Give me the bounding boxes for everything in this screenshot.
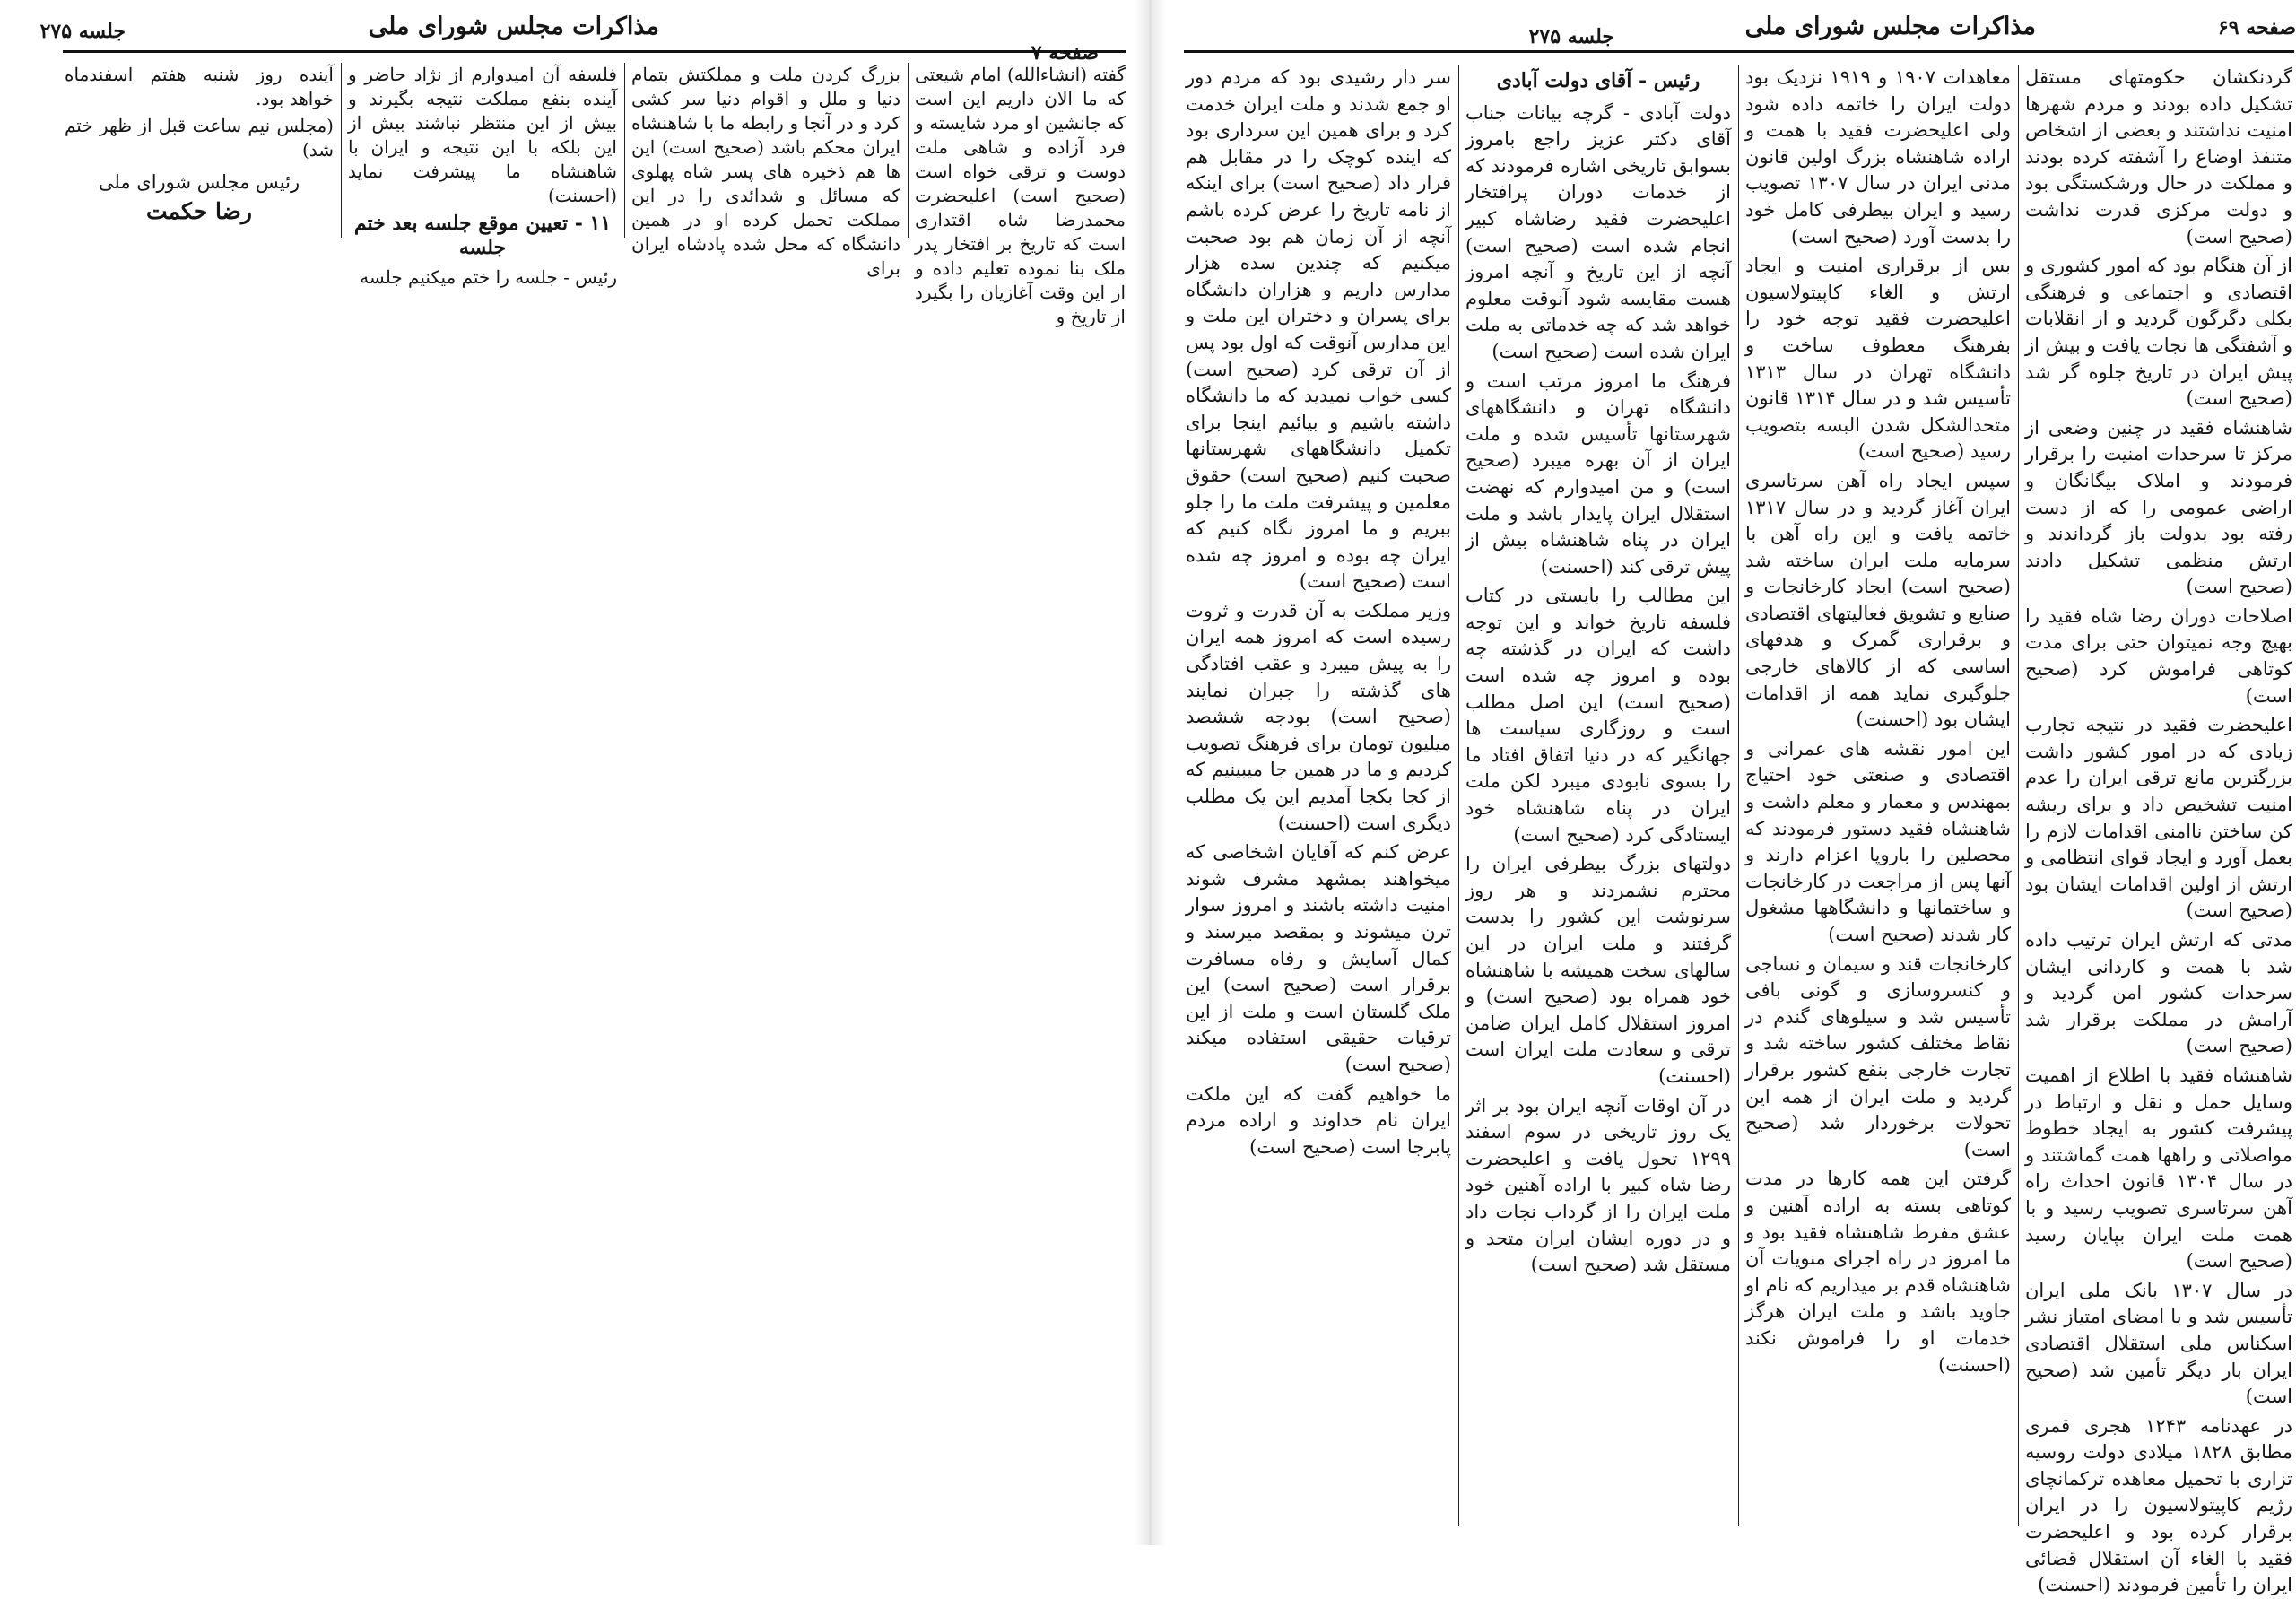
paragraph: اصلاحات دوران رضا شاه فقید را بهیچ وجه نمیتوان حتی برای مدت کوتاهی فراموش کرد (صحیح است) — [2025, 604, 2292, 707]
column-divider — [1738, 65, 1739, 1526]
paragraph: آینده روز شنبه هفتم اسفندماه خواهد بود. — [65, 64, 334, 109]
running-title: مذاکرات مجلس شورای ملی — [1744, 13, 2036, 40]
column-divider — [2018, 65, 2019, 1526]
page-number: صفحه ۶۹ — [2217, 16, 2296, 39]
paragraph: فلسفه آن امیدوارم از نژاد حاضر و آینده بنفع مملکت نتیجه بگیرند و بیش از این منتظر نباشند بیش از این بلکه با این نتیجه و ایران با شاهنشاه ما پیشرفت نماید (احسنت) — [348, 64, 617, 206]
text-column-4 — [915, 63, 1126, 327]
left-page — [0, 0, 1135, 1545]
paragraph: گردنکشان حکومتهای مستقل تشکیل داده بودند و مردم شهرها امنیت نداشتند و بعضی از اشخاص متنفذ اوضاع را آشفته کرده بودند و مملکت در حال ورشکستگی بود و دولت مرکزی قدرت نداشت (صحیح است) — [2025, 66, 2292, 248]
header-rule — [1184, 50, 2294, 53]
right-page — [1166, 0, 2296, 1596]
page-number: صفحه ۷ — [1031, 41, 1099, 65]
president-signature — [65, 166, 334, 230]
paragraph: کارخانجات قند و سیمان و نساجی و کنسروسازی و گونی بافی تأسیس شد و سیلوهای گندم در نقاط مختلف کشور ساخته شد و تجارت خارجی بنفع کشور برقرار گردید و ملت ایران از همه این تحولات برخوردار شد (صحیح است) — [1745, 952, 2011, 1160]
paragraph: شاهنشاه فقید در چنین وضعی از مرکز تا سرحدات امنیت را برقرار فرمودند و املاک بیگانگان و اراضی عمومی را که از دست رفته بود بدولت باز گرداندند و ارتش منظمی تشکیل دادند (صحیح است) — [2025, 416, 2292, 598]
paragraph: دولت آبادی - گرچه بیانات جناب آقای دکتر عزیز راجع بامروز بسوابق تاریخی اشاره فرمودند که از خدمات دوران پرافتخار اعلیحضرت فقید رضاشاه کبیر انجام شده است (صحیح است) آنچه از این تاریخ و آنچه امروز هست مقایسه شود آنوقت معلوم خواهد شد که چه خدماتی به ملت ایران شده است (صحیح است) — [1465, 101, 1731, 362]
paragraph: این امور نقشه های عمرانی و اقتصادی و صنعتی خود احتیاج بمهندس و معمار و معلم داشت و شاهنشاه فقید دستور فرمودند که محصلین را باروپا اعزام دارند و آنها پس از مراجعت در کارخانجات و ساختمانها و دانشگاهها مشغول کار شدند (صحیح است) — [1745, 737, 2011, 945]
paragraph: عرض کنم که آقایان اشخاصی که میخواهند بمشهد مشرف شوند امنیت داشته باشند و امروز سوار ترن میشوند و بمقصد میرسند و کمال آسایش و رفاه مسافرت برقرار است (صحیح است) این ملک گلستان است و ملت از این ترقیات حقیقی استفاده میکند (صحیح است) — [1186, 841, 1451, 1075]
paragraph: بس از برقراری امنیت و ایجاد ارتش و الغاء کاپیتولاسیون اعلیحضرت فقید توجه خود را بفرهنگ معطوف ساخت و دانشگاه تهران در سال ۱۳۱۳ تأسیس شد و در سال ۱۳۱۴ قانون متحدالشکل شدن البسه بتصویب رسید (صحیح است) — [1745, 255, 2011, 463]
paragraph: گرفتن این همه کارها در مدت کوتاهی بسته به اراده آهنین و عشق مفرط شاهنشاه فقید بود و ما امروز در راه اجرای منویات آن شاهنشاه قدم بر میداریم که نام او جاوید باشد و ملت ایران هرگز خدمات او را فراموش نکند (احسنت) — [1745, 1168, 2011, 1376]
paragraph: دولتهای بزرگ بیطرفی ایران را محترم نشمردند و هر روز سرنوشت این کشور را بدست گرفتند و ملت ایران در این سالهای سخت همیشه با شاهنشاه خود همراه بود (صحیح است) و امروز استقلال کامل ایران ضامن ترقی و سعادت ملت ایران است (احسنت) — [1465, 853, 1731, 1087]
text-column-3 — [631, 63, 900, 279]
text-column-a — [1186, 65, 1451, 1526]
speaker-heading: رئیس - آقای دولت آبادی — [1496, 69, 1700, 92]
paragraph: (مجلس نیم ساعت قبل از ظهر ختم شد) — [65, 115, 334, 161]
session-number: جلسه ۲۷۵ — [1528, 25, 1614, 48]
paragraph: این مطالب را بایستی در کتاب فلسفه تاریخ خواند و این توجه داشت که ایران در گذشته چه بوده و امروز چه شده است (صحیح است) این اصل مطلب است و روزگاری سیاست ها جهانگیر که در دنیا اتفاق افتاد ما را بسوی نابودی میبرد لکن ملت ایران در پناه شاهنشاه خود ایستادگی کرد (صحیح است) — [1465, 585, 1731, 846]
section-heading: ۱۱ - تعیین موقع جلسه بعد ختم جلسه — [353, 212, 612, 259]
paragraph: از آن هنگام بود که امور کشوری و اقتصادی و اجتماعی و فرهنگی بکلی دگرگون گردید و از انقلابات و آشفتگی ها نجات یافت و بیش از پیش ایران در تاریخ جلوه گر شد (صحیح است) — [2025, 255, 2292, 410]
paragraph: در آن اوقات آنچه ایران بود بر اثر یک روز تاریخی در سوم اسفند ۱۲۹۹ تحول یافت و اعلیحضرت رضا شاه کبیر با اراده آهنین خود ملت ایران را از گرداب نجات داد و در دوره ایشان ایران متحد و مستقل شد (صحیح است) — [1465, 1094, 1731, 1276]
paragraph: فرهنگ ما امروز مرتب است و دانشگاه تهران و دانشگاههای شهرستانها تأسیس شده و ملت ایران از آن بهره میبرد (صحیح است) و من امیدوارم که نهضت استقلال ایران پایدار باشد و ملت ایران در پناه شاهنشاه بیش از پیش ترقی کند (احسنت) — [1465, 369, 1731, 578]
header-rule — [63, 50, 1126, 53]
text-column-d — [2025, 65, 2292, 1596]
paragraph: رئیس - جلسه را ختم میکنیم جلسه — [360, 266, 617, 288]
text-column-b — [1465, 65, 1731, 1526]
paragraph: در سال ۱۳۰۷ بانک ملی ایران تأسیس شد و با امضای امتیاز نشر اسکناس ملی استقلال اقتصادی ایران بار دیگر تأمین شد (صحیح است) — [2025, 1279, 2292, 1408]
session-number: جلسه ۲۷۵ — [39, 20, 126, 43]
text-column-2 — [348, 63, 617, 288]
column-divider — [624, 63, 625, 238]
column-divider — [908, 63, 909, 238]
signature-title: رئیس مجلس شورای ملی — [98, 171, 300, 193]
running-title: مذاکرات مجلس شورای ملی — [368, 13, 659, 40]
column-divider — [1458, 65, 1459, 1526]
text-column-c — [1745, 65, 2011, 1526]
paragraph: اعلیحضرت فقید در نتیجه تجارب زیادی که در امور کشور داشت بزرگترین مانع ترقی ایران را عدم امنیت تشخیص داد و برای ریشه کن ساختن ناامنی اقدامات لازم را بعمل آورد و ایجاد قوای انتظامی و ارتش از اولین اقدامات ایشان بود (صحیح است) — [2025, 714, 2292, 922]
paragraph: در عهدنامه ۱۲۴۳ هجری قمری مطابق ۱۸۲۸ میلادی دولت روسیه تزاری با تحمیل معاهده ترکمانچای رژیم کاپیتولاسیون را در ایران برقرار کرده بود و اعلیحضرت فقید با الغاء آن استقلال قضائی ایران را تأمین فرمودند (احسنت) — [2025, 1414, 2292, 1596]
column-divider — [341, 63, 342, 238]
paragraph: سر دار رشیدی بود که مردم دور او جمع شدند و ملت ایران خدمت کرد و برای همین این سرداری بود که اینده کوچک را در مقابل هم قرار داد (صحیح است) برای اینکه از نامه تاریخ را عرض کرده باشم آنچه از آن زمان هم بود صحبت میکنیم که چندین سده هزار مدارس داریم و هزاران دانشگاه برای پسران و دختران این ملت و این مدارس آنوقت که اول بود پس از آن ترقی کرد (صحیح است) کسی خواب نمیدید که ما دانشگاه داشته باشیم و بیائیم اینجا برای تکمیل دانشگاههای شهرستانها صحبت کنیم (صحیح است) حقوق معلمین و پیشرفت ملت ما را جلو ببریم و ما امروز نگاه کنیم که ایران چه بوده و امروز چه شده است (صحیح است) — [1186, 66, 1451, 593]
paragraph: گفته (انشاءالله) امام شیعتی که ما الان داریم این است که جانشین او مرد شایسته و فرد آزاده و شاهی ملت دوست و ترقی خواه است (صحیح است) اعلیحضرت محمدرضا شاه اقتداری است که تاریخ بر افتخار پدر ملک بنا نموده تعلیم داده و از این وقت آغازیان را بگیرد از تاریخ و — [915, 64, 1126, 327]
signature-name: رضا حکمت — [146, 198, 252, 224]
page-gutter — [1135, 0, 1166, 1545]
paragraph: شاهنشاه فقید با اطلاع از اهمیت وسایل حمل و نقل و ارتباط در پیشرفت کشور به ایجاد خطوط مواصلاتی و راهها همت گماشتند و در سال ۱۳۰۴ قانون احداث راه آهن سرتاسری تصویب رسید و با همت ملت ایران بپایان رسید (صحیح است) — [2025, 1064, 2292, 1273]
paragraph: بزرگ کردن ملت و مملکتش بتمام دنیا و ملل و اقوام دنیا سر کشی کرد و در آنجا و رابطه ما با شاهنشاه ایران محکم باشد (صحیح است) این ها هم ذخیره های پسر شاه پهلوی که مسائل و شدائدی را در این مملکت تحمل کرده او در همین دانشگاه که محل شده پادشاه ایران برای — [631, 64, 900, 279]
paragraph: سپس ایجاد راه آهن سرتاسری ایران آغاز گردید و در سال ۱۳۱۷ خاتمه یافت و این راه آهن با سرمایه ملت ایران ساخته شد (صحیح است) ایجاد کارخانجات و صنایع و تشویق فعالیتهای اقتصادی و برقراری گمرک و هدفهای اساسی که از کالاهای خارجی جلوگیری نماید همه از اقدامات ایشان بود (احسنت) — [1745, 469, 2011, 731]
paragraph: مدتی که ارتش ایران ترتیب داده شد با همت و کاردانی ایشان سرحدات کشور امن گردید و آرامش در مملکت برقرار شد (صحیح است) — [2025, 929, 2292, 1057]
paragraph: ما خواهیم گفت که این ملکت ایران نام خداوند و اراده مردم پابرجا است (صحیح است) — [1186, 1082, 1451, 1158]
paragraph: وزیر مملکت به آن قدرت و ثروت رسیده است که امروز همه ایران را به پیش میبرد و عقب افتادگی های گذشته را جبران نمایند (صحیح است) بودجه ششصد میلیون تومان برای فرهنگ تصویب کردیم و ما در همین جا میبینیم که از کجا بکجا آمدیم این یک مطلب دیگری است (احسنت) — [1186, 599, 1451, 834]
paragraph: معاهدات ۱۹۰۷ و ۱۹۱۹ نزدیک بود دولت ایران را خاتمه داده شود ولی اعلیحضرت فقید با همت و اراده شاهنشاه بزرگ اولین قانون مدنی ایران در سال ۱۳۰۷ تصویب رسید و ایران بیطرفی کامل خود را بدست آورد (صحیح است) — [1745, 66, 2012, 248]
